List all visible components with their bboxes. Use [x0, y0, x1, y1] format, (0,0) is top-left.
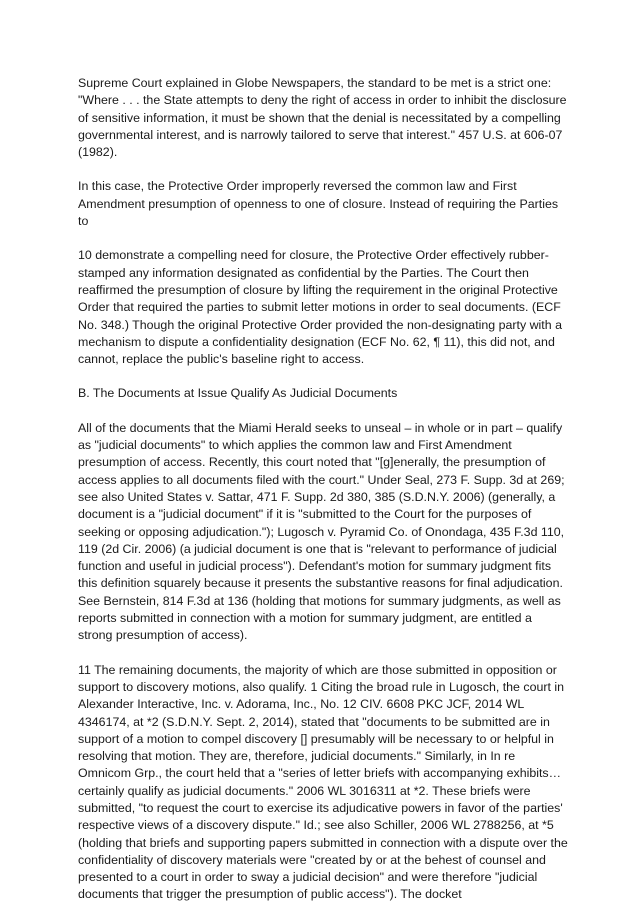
paragraph-judicial-documents: All of the documents that the Miami Herald seeks to unseal – in whole or in part – qualify as "judicial documents" to which applies the common law and First Amendment presumption of access. Recently, this court noted that "[g]enerally, the presumption of access applies to all documents filed with the court." Under Seal, 273 F. Supp. 3d at 269; see also United States v. Sattar, 471 F. Supp. 2d 380, 385 (S.D.N.Y. 2006) (generally, a document is a "judicial document" if it is "submitted to the Court for the purposes of seeking or opposing adjudication."); Lugosch v. Pyramid Co. of Onondaga, 435 F.3d 110, 119 (2d Cir. 2006) (a judicial document is one that is "relevant to performance of judicial function and useful in judicial process"). Defendant's motion for summary judgment fits this definition squarely because it presents the substantive reasons for final adjudication. See Bernstein, 814 F.3d at 136 (holding that motions for summary judgments, as well as reports submitted in connection with a motion for summary judgment, are entitled a strong presumption of access). [78, 420, 565, 643]
body-text [78, 75, 568, 921]
section-heading: B. The Documents at Issue Qualify As Judicial Documents [78, 386, 398, 401]
paragraph-globe-newspapers: Supreme Court explained in Globe Newspapers, the standard to be met is a strict one: "Where . . . the State attempts to deny the right of access in order to inhibit the disclosure of sensitive information, it must be shown that the denial is necessitated by a compelling governmental interest, and is narrowly tailored to serve that interest." 457 U.S. at 606-07 (1982). [78, 76, 567, 160]
paragraph-protective-order-reversal: In this case, the Protective Order improperly reversed the common law and First Amendment presumption of openness to one of closure. Instead of requiring the Parties to [78, 179, 559, 229]
paragraph-compelling-need: 10 demonstrate a compelling need for closure, the Protective Order effectively rubber-stamped any information designated as confidential by the Parties. The Court then reaffirmed the presumption of closure by lifting the requirement in the original Protective Order that required the parties to submit letter motions in order to seal documents. (ECF No. 348.) Though the original Protective Order provided the non-designating party with a mechanism to dispute a confidentiality designation (ECF No. 62, ¶ 11), this did not, and cannot, replace the public's baseline right to access. [78, 248, 562, 367]
paragraph-remaining-documents: 11 The remaining documents, the majority of which are those submitted in opposition or support to discovery motions, also qualify. 1 Citing the broad rule in Lugosch, the court in Alexander Interactive, Inc. v. Adorama, Inc., No. 12 CIV. 6608 PKC JCF, 2014 WL 4346174, at *2 (S.D.N.Y. Sept. 2, 2014), stated that "documents to be submitted are in support of a motion to compel discovery [] presumably will be necessary to or helpful in resolving that motion. They are, therefore, judicial documents." Similarly, in In re Omnicom Grp., the court held that a "series of letter briefs with accompanying exhibits…certainly qualify as judicial documents." 2006 WL 3016311 at *2. These briefs were submitted, "to request the court to exercise its adjudicative powers in favor of the parties' respective views of a discovery dispute." Id.; see also Schiller, 2006 WL 2788256, at *5 (holding that briefs and supporting papers submitted in connection with a dispute over the confidentiality of discovery materials were "created by or at the behest of counsel and presented to a court in order to sway a judicial decision" and were therefore "judicial documents that trigger the presumption of public access"). The docket [78, 662, 568, 902]
